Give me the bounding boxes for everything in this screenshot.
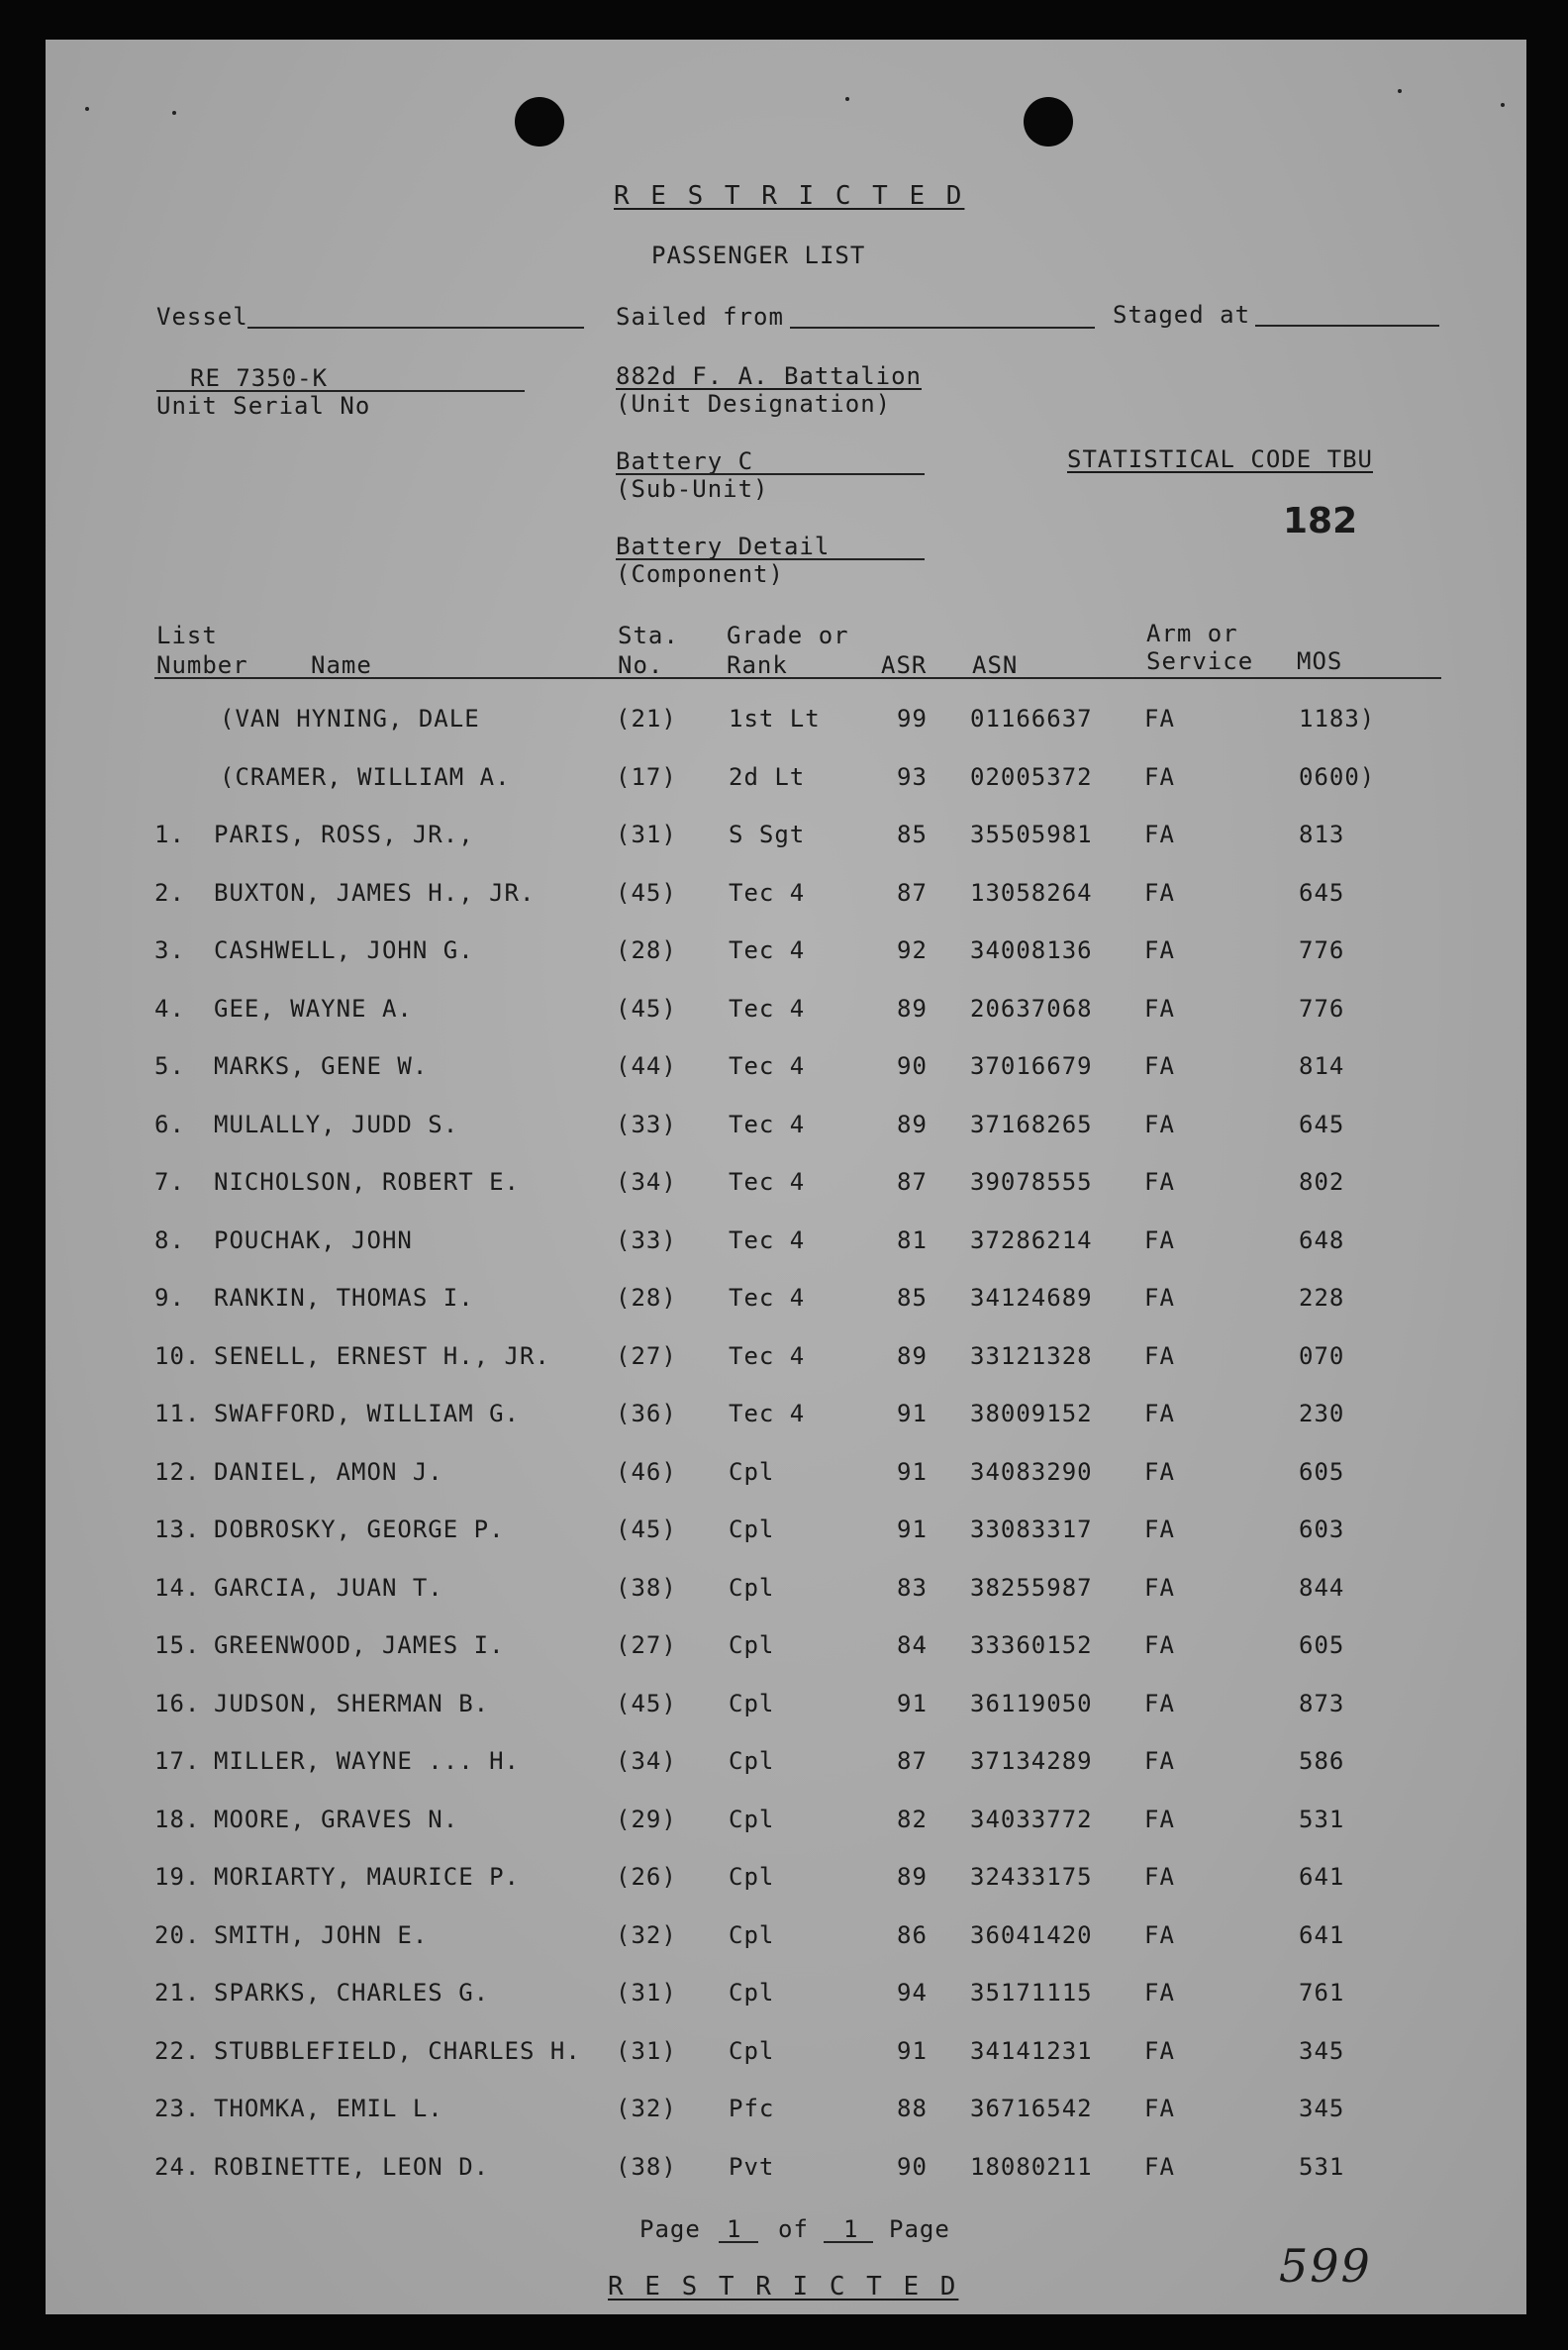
grade-rank: Cpl bbox=[729, 1631, 775, 1659]
row-number: 11. bbox=[154, 1400, 201, 1427]
asn-number: 02005372 bbox=[970, 763, 1093, 791]
arm-service: FA bbox=[1144, 879, 1175, 907]
passenger-name: GARCIA, JUAN T. bbox=[214, 1574, 443, 1602]
asr-score: 91 bbox=[897, 1516, 928, 1543]
row-number: 12. bbox=[154, 1458, 201, 1486]
grade-rank: Tec 4 bbox=[729, 1400, 806, 1427]
col-sta-1: Sta. bbox=[618, 622, 679, 649]
grade-rank: 1st Lt bbox=[729, 705, 821, 733]
mos-code: 531 bbox=[1299, 2153, 1345, 2181]
staged-at-field-line bbox=[1255, 325, 1439, 327]
speck bbox=[172, 111, 176, 115]
asr-score: 83 bbox=[897, 1574, 928, 1602]
grade-rank: Cpl bbox=[729, 1690, 775, 1717]
station-number: (36) bbox=[616, 1400, 677, 1427]
asn-number: 32433175 bbox=[970, 1863, 1093, 1891]
asr-score: 82 bbox=[897, 1806, 928, 1833]
station-number: (27) bbox=[616, 1342, 677, 1370]
row-number: 22. bbox=[154, 2037, 201, 2065]
asr-score: 91 bbox=[897, 1400, 928, 1427]
passenger-name: GEE, WAYNE A. bbox=[214, 995, 413, 1023]
asr-score: 90 bbox=[897, 2153, 928, 2181]
asn-number: 34141231 bbox=[970, 2037, 1093, 2065]
row-number: 5. bbox=[154, 1052, 185, 1080]
station-number: (38) bbox=[616, 1574, 677, 1602]
arm-service: FA bbox=[1144, 1226, 1175, 1254]
mos-code: 345 bbox=[1299, 2037, 1345, 2065]
station-number: (46) bbox=[616, 1458, 677, 1486]
mos-code: 345 bbox=[1299, 2095, 1345, 2122]
speck bbox=[845, 97, 849, 101]
col-name: Name bbox=[311, 651, 372, 679]
row-number: 13. bbox=[154, 1516, 201, 1543]
asr-score: 85 bbox=[897, 821, 928, 848]
station-number: (17) bbox=[616, 763, 677, 791]
asn-number: 36716542 bbox=[970, 2095, 1093, 2122]
row-number: 14. bbox=[154, 1574, 201, 1602]
passenger-name: CASHWELL, JOHN G. bbox=[214, 936, 474, 964]
restricted-heading: R E S T R I C T E D bbox=[614, 181, 965, 211]
col-asn: ASN bbox=[972, 651, 1019, 679]
asr-score: 81 bbox=[897, 1226, 928, 1254]
page-label-2: Page bbox=[889, 2215, 950, 2243]
passenger-list-title: PASSENGER LIST bbox=[651, 242, 866, 269]
mos-code: 776 bbox=[1299, 936, 1345, 964]
mos-code: 645 bbox=[1299, 1111, 1345, 1138]
staged-at-label: Staged at bbox=[1113, 301, 1251, 329]
passenger-name: SENELL, ERNEST H., JR. bbox=[214, 1342, 550, 1370]
component-label: (Component) bbox=[616, 560, 784, 588]
asn-number: 34008136 bbox=[970, 936, 1093, 964]
grade-rank: Cpl bbox=[729, 1574, 775, 1602]
asn-number: 33083317 bbox=[970, 1516, 1093, 1543]
grade-rank: S Sgt bbox=[729, 821, 806, 848]
arm-service: FA bbox=[1144, 2095, 1175, 2122]
arm-service: FA bbox=[1144, 2153, 1175, 2181]
asn-number: 35505981 bbox=[970, 821, 1093, 848]
unit-serial-label: Unit Serial No bbox=[156, 392, 371, 420]
asn-number: 18080211 bbox=[970, 2153, 1093, 2181]
header-rule bbox=[154, 677, 1441, 679]
grade-rank: Tec 4 bbox=[729, 995, 806, 1023]
asn-number: 36041420 bbox=[970, 1921, 1093, 1949]
grade-rank: Cpl bbox=[729, 1806, 775, 1833]
mos-code: 802 bbox=[1299, 1168, 1345, 1196]
asr-score: 87 bbox=[897, 1747, 928, 1775]
grade-rank: Cpl bbox=[729, 1516, 775, 1543]
arm-service: FA bbox=[1144, 1342, 1175, 1370]
row-number: 9. bbox=[154, 1284, 185, 1312]
unit-designation-label: (Unit Designation) bbox=[616, 390, 892, 418]
station-number: (29) bbox=[616, 1806, 677, 1833]
station-number: (28) bbox=[616, 936, 677, 964]
station-number: (27) bbox=[616, 1631, 677, 1659]
station-number: (26) bbox=[616, 1863, 677, 1891]
mos-code: 603 bbox=[1299, 1516, 1345, 1543]
grade-rank: Tec 4 bbox=[729, 1284, 806, 1312]
col-grade-2: Rank bbox=[727, 651, 788, 679]
asn-number: 35171115 bbox=[970, 1979, 1093, 2007]
station-number: (44) bbox=[616, 1052, 677, 1080]
col-list-number-1: List bbox=[156, 622, 218, 649]
passenger-name: THOMKA, EMIL L. bbox=[214, 2095, 443, 2122]
asn-number: 38009152 bbox=[970, 1400, 1093, 1427]
asr-score: 91 bbox=[897, 1458, 928, 1486]
station-number: (31) bbox=[616, 821, 677, 848]
col-asr: ASR bbox=[881, 651, 928, 679]
arm-service: FA bbox=[1144, 1863, 1175, 1891]
passenger-name: STUBBLEFIELD, CHARLES H. bbox=[214, 2037, 581, 2065]
sub-unit-value: Battery C bbox=[616, 447, 754, 475]
handwritten-number: 599 bbox=[1279, 2239, 1372, 2293]
row-number: 1. bbox=[154, 821, 185, 848]
mos-code: 814 bbox=[1299, 1052, 1345, 1080]
asn-number: 34083290 bbox=[970, 1458, 1093, 1486]
unit-serial-value: RE 7350-K bbox=[190, 364, 329, 392]
passenger-name: SWAFFORD, WILLIAM G. bbox=[214, 1400, 520, 1427]
asr-score: 91 bbox=[897, 2037, 928, 2065]
punch-hole bbox=[1024, 97, 1073, 147]
station-number: (45) bbox=[616, 879, 677, 907]
mos-code: 645 bbox=[1299, 879, 1345, 907]
arm-service: FA bbox=[1144, 1111, 1175, 1138]
page-total-line bbox=[824, 2241, 873, 2243]
passenger-name: (CRAMER, WILLIAM A. bbox=[220, 763, 511, 791]
row-number: 18. bbox=[154, 1806, 201, 1833]
asr-score: 84 bbox=[897, 1631, 928, 1659]
arm-service: FA bbox=[1144, 1690, 1175, 1717]
row-number: 10. bbox=[154, 1342, 201, 1370]
mos-code: 648 bbox=[1299, 1226, 1345, 1254]
station-number: (34) bbox=[616, 1168, 677, 1196]
grade-rank: Cpl bbox=[729, 1747, 775, 1775]
mos-code: 531 bbox=[1299, 1806, 1345, 1833]
passenger-name: BUXTON, JAMES H., JR. bbox=[214, 879, 536, 907]
station-number: (34) bbox=[616, 1747, 677, 1775]
mos-code: 641 bbox=[1299, 1921, 1345, 1949]
mos-code: 605 bbox=[1299, 1458, 1345, 1486]
grade-rank: Cpl bbox=[729, 1921, 775, 1949]
grade-rank: Tec 4 bbox=[729, 1342, 806, 1370]
mos-code: 1183) bbox=[1299, 705, 1376, 733]
arm-service: FA bbox=[1144, 1631, 1175, 1659]
grade-rank: Cpl bbox=[729, 2037, 775, 2065]
asr-score: 89 bbox=[897, 995, 928, 1023]
asn-number: 33360152 bbox=[970, 1631, 1093, 1659]
grade-rank: Pfc bbox=[729, 2095, 775, 2122]
arm-service: FA bbox=[1144, 995, 1175, 1023]
asn-number: 37286214 bbox=[970, 1226, 1093, 1254]
sailed-from-label: Sailed from bbox=[616, 303, 784, 331]
asn-number: 39078555 bbox=[970, 1168, 1093, 1196]
arm-service: FA bbox=[1144, 1284, 1175, 1312]
station-number: (31) bbox=[616, 2037, 677, 2065]
restricted-footer: R E S T R I C T E D bbox=[608, 2272, 959, 2301]
asr-score: 93 bbox=[897, 763, 928, 791]
document-page bbox=[46, 40, 1526, 2314]
arm-service: FA bbox=[1144, 1516, 1175, 1543]
mos-code: 070 bbox=[1299, 1342, 1345, 1370]
arm-service: FA bbox=[1144, 1979, 1175, 2007]
mos-code: 844 bbox=[1299, 1574, 1345, 1602]
passenger-name: ROBINETTE, LEON D. bbox=[214, 2153, 490, 2181]
asr-score: 86 bbox=[897, 1921, 928, 1949]
asn-number: 37016679 bbox=[970, 1052, 1093, 1080]
grade-rank: Pvt bbox=[729, 2153, 775, 2181]
passenger-name: MORIARTY, MAURICE P. bbox=[214, 1863, 520, 1891]
asn-number: 01166637 bbox=[970, 705, 1093, 733]
mos-code: 813 bbox=[1299, 821, 1345, 848]
vessel-field-line bbox=[247, 327, 584, 329]
arm-service: FA bbox=[1144, 1168, 1175, 1196]
station-number: (45) bbox=[616, 995, 677, 1023]
asr-score: 92 bbox=[897, 936, 928, 964]
arm-service: FA bbox=[1144, 1574, 1175, 1602]
col-arm-1: Arm or bbox=[1146, 620, 1238, 647]
passenger-name: (VAN HYNING, DALE bbox=[220, 705, 480, 733]
station-number: (28) bbox=[616, 1284, 677, 1312]
arm-service: FA bbox=[1144, 1458, 1175, 1486]
station-number: (45) bbox=[616, 1690, 677, 1717]
mos-code: 0600) bbox=[1299, 763, 1376, 791]
asr-score: 99 bbox=[897, 705, 928, 733]
col-list-number-2: Number bbox=[156, 651, 248, 679]
grade-rank: Tec 4 bbox=[729, 879, 806, 907]
mos-code: 605 bbox=[1299, 1631, 1345, 1659]
asn-number: 13058264 bbox=[970, 879, 1093, 907]
passenger-name: RANKIN, THOMAS I. bbox=[214, 1284, 474, 1312]
passenger-name: PARIS, ROSS, JR., bbox=[214, 821, 474, 848]
page-number-line bbox=[719, 2241, 758, 2243]
station-number: (33) bbox=[616, 1226, 677, 1254]
mos-code: 776 bbox=[1299, 995, 1345, 1023]
speck bbox=[1398, 89, 1402, 93]
grade-rank: Cpl bbox=[729, 1863, 775, 1891]
grade-rank: Tec 4 bbox=[729, 1052, 806, 1080]
statistical-code: STATISTICAL CODE TBU bbox=[1067, 445, 1373, 473]
station-number: (32) bbox=[616, 2095, 677, 2122]
row-number: 20. bbox=[154, 1921, 201, 1949]
station-number: (32) bbox=[616, 1921, 677, 1949]
asr-score: 85 bbox=[897, 1284, 928, 1312]
asn-number: 37168265 bbox=[970, 1111, 1093, 1138]
row-number: 3. bbox=[154, 936, 185, 964]
mos-code: 586 bbox=[1299, 1747, 1345, 1775]
asn-number: 38255987 bbox=[970, 1574, 1093, 1602]
row-number: 24. bbox=[154, 2153, 201, 2181]
page-number: 1 bbox=[727, 2215, 742, 2243]
grade-rank: Tec 4 bbox=[729, 1111, 806, 1138]
grade-rank: Cpl bbox=[729, 1979, 775, 2007]
passenger-name: MULALLY, JUDD S. bbox=[214, 1111, 459, 1138]
passenger-name: JUDSON, SHERMAN B. bbox=[214, 1690, 490, 1717]
asr-score: 89 bbox=[897, 1342, 928, 1370]
arm-service: FA bbox=[1144, 705, 1175, 733]
row-number: 23. bbox=[154, 2095, 201, 2122]
row-number: 7. bbox=[154, 1168, 185, 1196]
station-number: (31) bbox=[616, 1979, 677, 2007]
statistical-number: 182 bbox=[1283, 501, 1358, 541]
of-label: of bbox=[778, 2215, 809, 2243]
col-arm-2: Service bbox=[1146, 647, 1254, 675]
component-value: Battery Detail bbox=[616, 533, 831, 560]
sailed-from-field-line bbox=[790, 327, 1095, 329]
arm-service: FA bbox=[1144, 2037, 1175, 2065]
asr-score: 91 bbox=[897, 1690, 928, 1717]
asn-number: 37134289 bbox=[970, 1747, 1093, 1775]
row-number: 17. bbox=[154, 1747, 201, 1775]
grade-rank: Tec 4 bbox=[729, 1226, 806, 1254]
passenger-name: POUCHAK, JOHN bbox=[214, 1226, 413, 1254]
passenger-name: DANIEL, AMON J. bbox=[214, 1458, 443, 1486]
grade-rank: Tec 4 bbox=[729, 1168, 806, 1196]
passenger-name: MILLER, WAYNE ... H. bbox=[214, 1747, 520, 1775]
asn-number: 34033772 bbox=[970, 1806, 1093, 1833]
arm-service: FA bbox=[1144, 1052, 1175, 1080]
arm-service: FA bbox=[1144, 936, 1175, 964]
mos-code: 873 bbox=[1299, 1690, 1345, 1717]
page-total: 1 bbox=[843, 2215, 859, 2243]
asr-score: 89 bbox=[897, 1111, 928, 1138]
arm-service: FA bbox=[1144, 1806, 1175, 1833]
arm-service: FA bbox=[1144, 821, 1175, 848]
row-number: 8. bbox=[154, 1226, 185, 1254]
station-number: (38) bbox=[616, 2153, 677, 2181]
asn-number: 20637068 bbox=[970, 995, 1093, 1023]
mos-code: 641 bbox=[1299, 1863, 1345, 1891]
passenger-name: MOORE, GRAVES N. bbox=[214, 1806, 459, 1833]
unit-designation-value: 882d F. A. Battalion bbox=[616, 362, 922, 390]
asn-number: 36119050 bbox=[970, 1690, 1093, 1717]
grade-rank: 2d Lt bbox=[729, 763, 806, 791]
arm-service: FA bbox=[1144, 1400, 1175, 1427]
row-number: 15. bbox=[154, 1631, 201, 1659]
mos-code: 230 bbox=[1299, 1400, 1345, 1427]
passenger-name: DOBROSKY, GEORGE P. bbox=[214, 1516, 505, 1543]
asn-number: 34124689 bbox=[970, 1284, 1093, 1312]
grade-rank: Cpl bbox=[729, 1458, 775, 1486]
passenger-name: SPARKS, CHARLES G. bbox=[214, 1979, 490, 2007]
station-number: (21) bbox=[616, 705, 677, 733]
punch-hole bbox=[515, 97, 564, 147]
col-mos: MOS bbox=[1297, 647, 1343, 675]
asr-score: 89 bbox=[897, 1863, 928, 1891]
asr-score: 88 bbox=[897, 2095, 928, 2122]
row-number: 16. bbox=[154, 1690, 201, 1717]
passenger-name: GREENWOOD, JAMES I. bbox=[214, 1631, 505, 1659]
asr-score: 87 bbox=[897, 1168, 928, 1196]
row-number: 4. bbox=[154, 995, 185, 1023]
col-grade-1: Grade or bbox=[727, 622, 849, 649]
row-number: 2. bbox=[154, 879, 185, 907]
arm-service: FA bbox=[1144, 763, 1175, 791]
speck bbox=[85, 107, 89, 111]
row-number: 19. bbox=[154, 1863, 201, 1891]
asr-score: 90 bbox=[897, 1052, 928, 1080]
asn-number: 33121328 bbox=[970, 1342, 1093, 1370]
speck bbox=[1501, 103, 1505, 107]
arm-service: FA bbox=[1144, 1747, 1175, 1775]
mos-code: 228 bbox=[1299, 1284, 1345, 1312]
asr-score: 94 bbox=[897, 1979, 928, 2007]
passenger-name: MARKS, GENE W. bbox=[214, 1052, 429, 1080]
asr-score: 87 bbox=[897, 879, 928, 907]
passenger-name: SMITH, JOHN E. bbox=[214, 1921, 429, 1949]
sub-unit-label: (Sub-Unit) bbox=[616, 475, 769, 503]
row-number: 6. bbox=[154, 1111, 185, 1138]
arm-service: FA bbox=[1144, 1921, 1175, 1949]
row-number: 21. bbox=[154, 1979, 201, 2007]
grade-rank: Tec 4 bbox=[729, 936, 806, 964]
col-sta-2: No. bbox=[618, 651, 664, 679]
station-number: (33) bbox=[616, 1111, 677, 1138]
mos-code: 761 bbox=[1299, 1979, 1345, 2007]
vessel-label: Vessel bbox=[156, 303, 248, 331]
passenger-name: NICHOLSON, ROBERT E. bbox=[214, 1168, 520, 1196]
station-number: (45) bbox=[616, 1516, 677, 1543]
page-label: Page bbox=[639, 2215, 701, 2243]
